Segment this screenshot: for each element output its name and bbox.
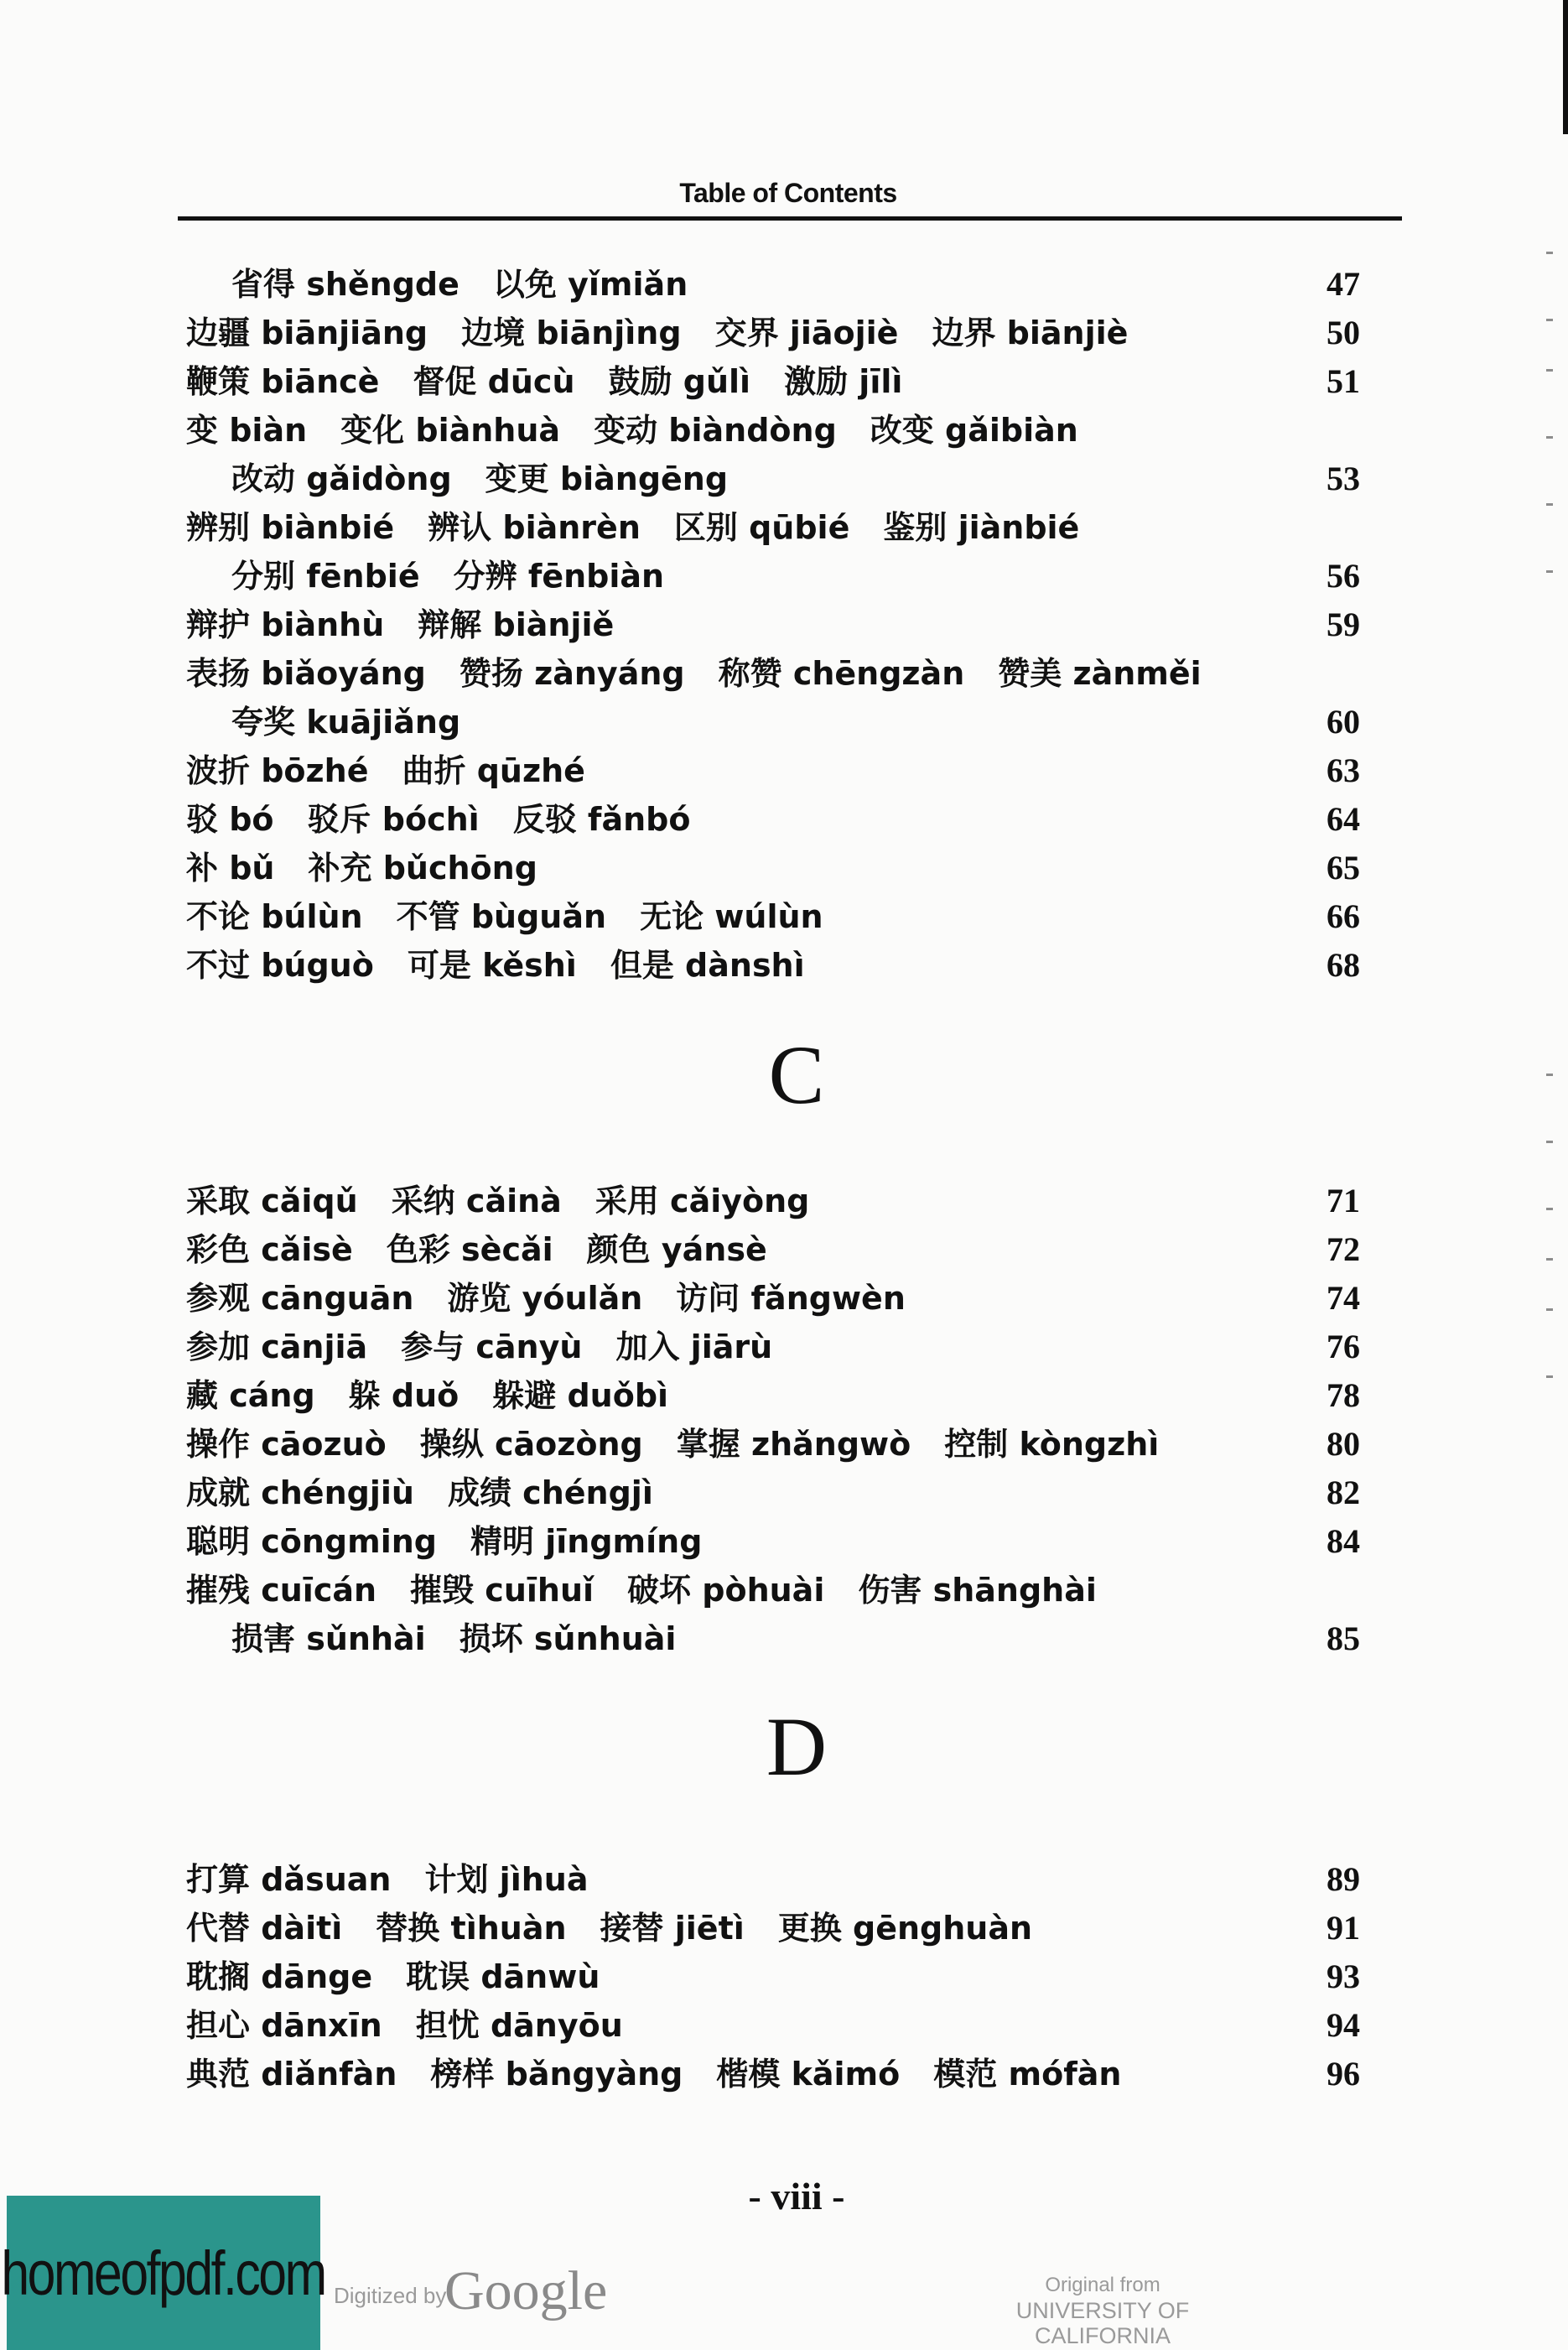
toc-term: 不论 búlùn <box>186 898 363 935</box>
toc-term: 边界 biānjiè <box>932 315 1129 351</box>
toc-entry[interactable] <box>186 1566 1360 1614</box>
toc-page-number: 60 <box>1327 703 1360 741</box>
toc-term: 摧毁 cuīhuǐ <box>410 1572 594 1609</box>
header-rule <box>178 216 1402 221</box>
toc-term: 彩色 cǎisè <box>186 1231 353 1268</box>
toc-term: 精明 jīngmíng <box>470 1523 703 1560</box>
toc-page-number: 80 <box>1327 1425 1360 1463</box>
toc-term: 不过 búguò <box>186 947 374 984</box>
toc-term: 模范 mófàn <box>933 2056 1122 2093</box>
toc-term: 成就 chéngjiù <box>186 1474 414 1511</box>
toc-term: 采纳 cǎinà <box>391 1183 562 1219</box>
toc-term: 可是 kěshì <box>407 947 577 984</box>
watermark-badge[interactable] <box>1 2196 326 2350</box>
toc-page-number: 96 <box>1327 2055 1360 2093</box>
toc-term: 接替 jiētì <box>600 1910 745 1947</box>
toc-term: 变更 biàngēng <box>485 460 729 497</box>
toc-page-number: 76 <box>1327 1328 1360 1365</box>
toc-entry[interactable] <box>186 2050 1360 2098</box>
toc-term: 担心 dānxīn <box>186 2007 382 2044</box>
toc-term: 驳斥 bóchì <box>307 801 480 838</box>
toc-term: 访问 fǎngwèn <box>676 1280 906 1317</box>
toc-page-number: 68 <box>1327 946 1360 984</box>
toc-term: 代替 dàitì <box>186 1910 343 1947</box>
toc-entry[interactable] <box>186 1420 1360 1469</box>
toc-entry[interactable] <box>186 698 1360 746</box>
toc-term: 变动 biàndòng <box>594 412 837 449</box>
toc-term: 参加 cānjiā <box>186 1328 368 1365</box>
toc-term: 赞美 zànměi <box>998 655 1202 692</box>
toc-term: 边境 biānjìng <box>461 315 682 351</box>
toc-term: 省得 shěngde <box>231 266 459 303</box>
toc-term: 改变 gǎibiàn <box>870 412 1078 449</box>
watermark-text: homeofpdf.com <box>1 2238 326 2308</box>
toc-term: 督促 dūcù <box>413 363 575 400</box>
toc-term: 辨认 biànrèn <box>428 509 641 546</box>
toc-term: 操作 cāozuò <box>186 1426 387 1463</box>
toc-page-number: 65 <box>1327 849 1360 886</box>
toc-term: 不管 bùguǎn <box>396 898 607 935</box>
toc-term: 表扬 biǎoyáng <box>186 655 426 692</box>
toc-term: 变 biàn <box>186 412 308 449</box>
toc-term: 损害 sǔnhài <box>231 1620 426 1657</box>
toc-term: 赞扬 zànyáng <box>459 655 685 692</box>
toc-entry[interactable] <box>186 1177 1360 1225</box>
toc-entry[interactable] <box>186 455 1360 503</box>
toc-page-number: 51 <box>1327 362 1360 400</box>
toc-term: 称赞 chēngzàn <box>718 655 965 692</box>
toc-entry[interactable] <box>186 406 1360 455</box>
toc-entry[interactable] <box>186 260 1360 309</box>
toc-entry[interactable] <box>186 1952 1360 2001</box>
toc-term: 采用 cǎiyòng <box>594 1183 810 1219</box>
toc-entry[interactable] <box>186 2001 1360 2050</box>
toc-entry[interactable] <box>186 941 1360 990</box>
toc-page-number: 72 <box>1327 1230 1360 1268</box>
page-folio: - viii - <box>748 2175 845 2217</box>
toc-page-number: 63 <box>1327 751 1360 789</box>
toc-entry[interactable] <box>186 357 1360 406</box>
toc-entry[interactable] <box>186 892 1360 941</box>
toc-term: 采取 cǎiqǔ <box>186 1183 358 1219</box>
toc-term: 成绩 chéngjì <box>447 1474 653 1511</box>
toc-term: 打算 dǎsuan <box>186 1861 392 1898</box>
toc-page-number: 66 <box>1327 897 1360 935</box>
toc-page-number: 56 <box>1327 557 1360 595</box>
toc-page-number: 78 <box>1327 1376 1360 1414</box>
toc-term: 激励 jīlì <box>784 363 903 400</box>
toc-term: 典范 diǎnfàn <box>186 2056 397 2093</box>
toc-page-number: 93 <box>1327 1957 1360 1995</box>
toc-entry[interactable] <box>186 746 1360 795</box>
toc-term: 耽搁 dānge <box>186 1958 373 1995</box>
toc-entry[interactable] <box>186 1904 1360 1952</box>
toc-term: 替换 tìhuàn <box>376 1910 567 1947</box>
toc-page-number: 91 <box>1327 1909 1360 1947</box>
toc-entry[interactable] <box>186 503 1360 552</box>
toc-term: 驳 bó <box>186 801 274 838</box>
toc-term: 损坏 sǔnhuài <box>459 1620 677 1657</box>
toc-term: 分别 fēnbié <box>231 558 420 595</box>
toc-term: 躲 duǒ <box>348 1377 459 1414</box>
toc-entry[interactable] <box>186 1323 1360 1371</box>
toc-entry[interactable] <box>186 552 1360 600</box>
toc-page-number: 94 <box>1327 2006 1360 2044</box>
toc-term: 交界 jiāojiè <box>714 315 899 351</box>
toc-term: 补 bǔ <box>186 850 275 886</box>
toc-page-number: 74 <box>1327 1279 1360 1317</box>
section-letter-c: C <box>768 1028 825 1121</box>
toc-term: 耽误 dānwù <box>406 1958 600 1995</box>
toc-term: 参观 cānguān <box>186 1280 414 1317</box>
toc-term: 反驳 fǎnbó <box>512 801 691 838</box>
toc-term: 躲避 duǒbì <box>492 1377 669 1414</box>
toc-term: 以免 yǐmiǎn <box>492 266 688 303</box>
toc-term: 参与 cānyù <box>401 1328 583 1365</box>
section-b <box>186 260 1360 990</box>
toc-page-number: 50 <box>1327 314 1360 351</box>
digitized-by-label: Digitized by <box>334 2283 447 2308</box>
toc-entry[interactable] <box>186 649 1360 698</box>
toc-page-number: 85 <box>1327 1620 1360 1657</box>
toc-term: 边疆 biānjiāng <box>186 315 428 351</box>
toc-term: 榜样 bǎngyàng <box>430 2056 683 2093</box>
toc-term: 波折 bōzhé <box>186 752 369 789</box>
toc-term: 分辨 fēnbiàn <box>453 558 665 595</box>
google-logo: Google <box>444 2260 608 2321</box>
toc-term: 鉴别 jiànbié <box>883 509 1080 546</box>
toc-term: 改动 gǎidòng <box>231 460 452 497</box>
toc-page-number: 59 <box>1327 606 1360 643</box>
toc-term: 补充 bǔchōng <box>308 850 537 886</box>
toc-term: 变化 biànhuà <box>340 412 561 449</box>
toc-entry[interactable] <box>186 600 1360 649</box>
toc-entry[interactable] <box>186 1614 1360 1663</box>
toc-term: 无论 wúlùn <box>640 898 823 935</box>
toc-term: 曲折 qūzhé <box>402 752 585 789</box>
toc-entry[interactable] <box>186 1274 1360 1323</box>
toc-term: 辩解 biànjiě <box>418 606 615 643</box>
toc-term: 控制 kòngzhì <box>944 1426 1160 1463</box>
toc-page-number: 89 <box>1327 1860 1360 1898</box>
toc-term: 更换 gēnghuàn <box>777 1910 1033 1947</box>
toc-term: 辨别 biànbié <box>186 509 395 546</box>
toc-term: 加入 jiārù <box>615 1328 773 1365</box>
toc-page-number: 84 <box>1327 1522 1360 1560</box>
toc-term: 伤害 shānghài <box>858 1572 1097 1609</box>
running-head: Table of Contents <box>679 178 897 208</box>
university-label: UNIVERSITY OF CALIFORNIA <box>1015 2298 1190 2348</box>
toc-term: 区别 qūbié <box>673 509 850 546</box>
toc-page-number: 64 <box>1327 800 1360 838</box>
toc-entry[interactable] <box>186 309 1360 357</box>
toc-term: 破坏 pòhuài <box>627 1572 825 1609</box>
bleed-through-marks <box>1543 252 1568 1677</box>
toc-term: 掌握 zhǎngwò <box>676 1426 911 1463</box>
toc-term: 藏 cáng <box>186 1377 315 1414</box>
toc-page-number: 53 <box>1327 460 1360 497</box>
toc-term: 但是 dànshì <box>610 947 805 984</box>
toc-term: 楷模 kǎimó <box>716 2056 901 2093</box>
toc-term: 辩护 biànhù <box>186 606 385 643</box>
toc-page-number: 71 <box>1327 1182 1360 1219</box>
original-source <box>948 2273 1258 2348</box>
toc-term: 色彩 sècǎi <box>386 1231 553 1268</box>
toc-entry[interactable] <box>186 1469 1360 1517</box>
toc-entry[interactable] <box>186 1517 1360 1566</box>
toc-page-number: 82 <box>1327 1474 1360 1511</box>
original-from-label: Original from <box>1045 2274 1160 2296</box>
toc-term: 担忧 dānyōu <box>415 2007 623 2044</box>
toc-entry[interactable] <box>186 1371 1360 1420</box>
section-letter-d: D <box>766 1700 828 1793</box>
toc-entry[interactable] <box>186 795 1360 844</box>
toc-term: 操纵 cāozòng <box>419 1426 643 1463</box>
toc-entry[interactable] <box>186 844 1360 892</box>
toc-entry[interactable] <box>186 1855 1360 1904</box>
section-d <box>186 1855 1360 2098</box>
toc-term: 夸奖 kuājiǎng <box>231 704 461 741</box>
section-c <box>186 1177 1360 1663</box>
toc-term: 计划 jìhuà <box>424 1861 589 1898</box>
toc-entry[interactable] <box>186 1225 1360 1274</box>
page-edge-shadow <box>1563 0 1568 134</box>
toc-page-number: 47 <box>1327 265 1360 303</box>
toc-term: 颜色 yánsè <box>586 1231 767 1268</box>
toc-term: 摧残 cuīcán <box>186 1572 377 1609</box>
toc-term: 聪明 cōngming <box>186 1523 437 1560</box>
toc-term: 游览 yóulǎn <box>447 1280 643 1317</box>
toc-term: 鼓励 gǔlì <box>608 363 751 400</box>
toc-term: 鞭策 biāncè <box>186 363 380 400</box>
